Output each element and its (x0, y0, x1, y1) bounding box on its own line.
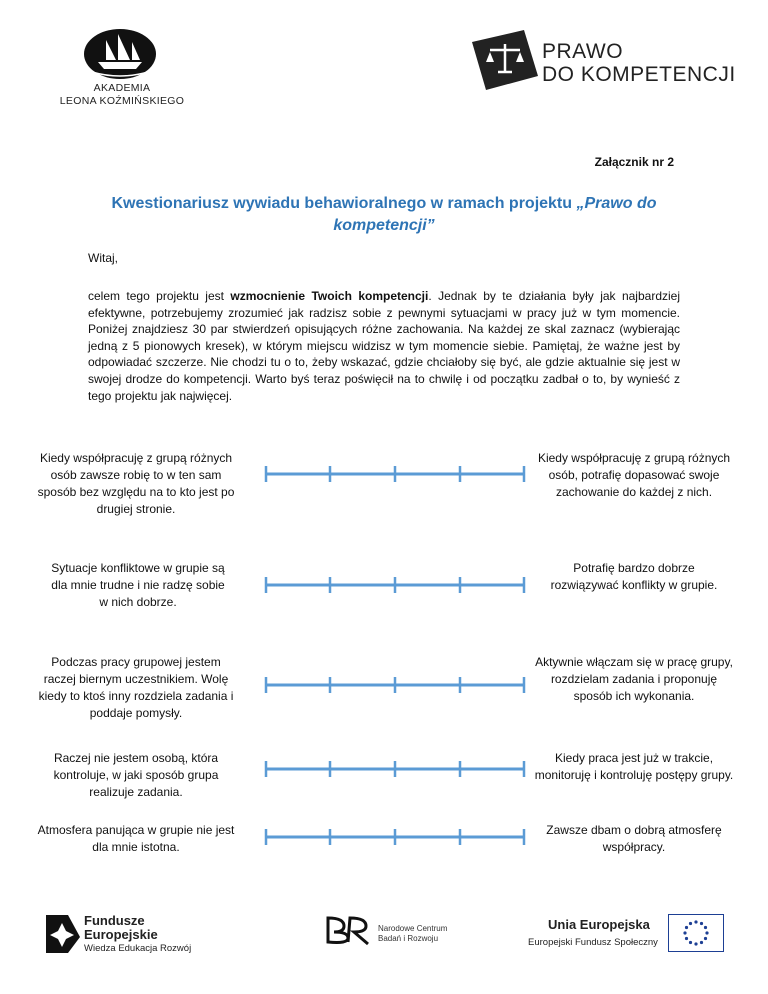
statement-right-4: Kiedy praca jest już w trakcie, monitoruję i kontroluję postępy grupy. (534, 751, 734, 782)
intro-paragraph: celem tego projektu jest wzmocnienie Twoich kompetencji. Jednak by te działania były jak najbardziej efektywne, potrzebujemy zrozumieć jak radzisz sobie z pewnymi sytuacjami w pracy już w tym momencie. Poniżej znajdziesz 30 par stwierdzeń opisujących różne zachowania. Na każdej ze skal zaznacz (wybierając jedną z 5 pionowych kresek), w którym miejscu widzisz w tym momencie siebie. Pamiętaj, że ważne jest by odpowiadać szczerze. Nie chodzi tu o to, żeby wskazać, gdzie chciałoby się być, ale gdzie aktualnie się jest w swojej drodze do kompetencji. Warto byś teraz poświęcił na to chwilę i od początku zadbał o to, by wynieść z tego projektu jak najwięcej. (88, 289, 680, 403)
ue-fund: Europejski Fundusz Społeczny (528, 937, 658, 948)
statement-left-2: Sytuacje konfliktowe w grupie są dla mnie trudne i nie radzę sobie w nich dobrze. (51, 561, 225, 609)
annex-label: Załącznik nr 2 (594, 155, 674, 169)
statement-right-5: Zawsze dbam o dobrą atmosferę współpracy. (546, 823, 722, 854)
statement-right-3: Aktywnie włączam się w pracę grupy, rozdzielam zadania i proponuję sposób ich wykonania. (535, 655, 733, 703)
rating-scale-4[interactable] (264, 759, 526, 779)
statement-left-4: Raczej nie jestem osobą, która kontroluje, w jaki sposób grupa realizuje zadania. (53, 751, 219, 799)
fundusze-europejskie-text: Fundusze Europejskie (84, 913, 158, 942)
ue-title: Unia Europejska (548, 917, 650, 932)
statement-right-1: Kiedy współpracuję z grupą różnych osób, potrafię dopasować swoje zachowanie do każdej z nich. (537, 451, 731, 499)
akademia-name: AKADEMIA LEONA KOŹMIŃSKIEGO (59, 82, 185, 107)
statement-left-5: Atmosfera panująca w grupie nie jest dla mnie istotna. (37, 823, 235, 854)
ncbr-logo (322, 912, 374, 948)
fundusze-program: Wiedza Edukacja Rozwój (84, 943, 192, 954)
rating-scale-1[interactable] (264, 464, 526, 484)
ncbr-text: Narodowe Centrum Badań i Rozwoju (378, 924, 448, 943)
rating-scale-5[interactable] (264, 827, 526, 847)
rating-scale-3[interactable] (264, 675, 526, 695)
eu-flag-icon (668, 914, 724, 952)
rating-scale-2[interactable] (264, 575, 526, 595)
greeting: Witaj, (88, 251, 118, 265)
prawo-logo-text: PRAWO DO KOMPETENCJI (542, 40, 736, 86)
statement-left-1: Kiedy współpracuję z grupą różnych osób zawsze robię to w ten sam sposób bez względu na to kto jest po drugiej stronie. (37, 451, 235, 516)
statement-right-2: Potrafię bardzo dobrze rozwiązywać konflikty w grupie. (550, 561, 718, 592)
fundusze-europejskie-icon (38, 907, 88, 957)
page-title: Kwestionariusz wywiadu behawioralnego w ramach projektu „Prawo do kompetencji” (111, 195, 657, 234)
scales-icon (466, 28, 548, 94)
statement-left-3: Podczas pracy grupowej jestem raczej biernym uczestnikiem. Wolę kiedy to ktoś inny rozdziela zadania i poddaje pomysły. (38, 655, 234, 720)
